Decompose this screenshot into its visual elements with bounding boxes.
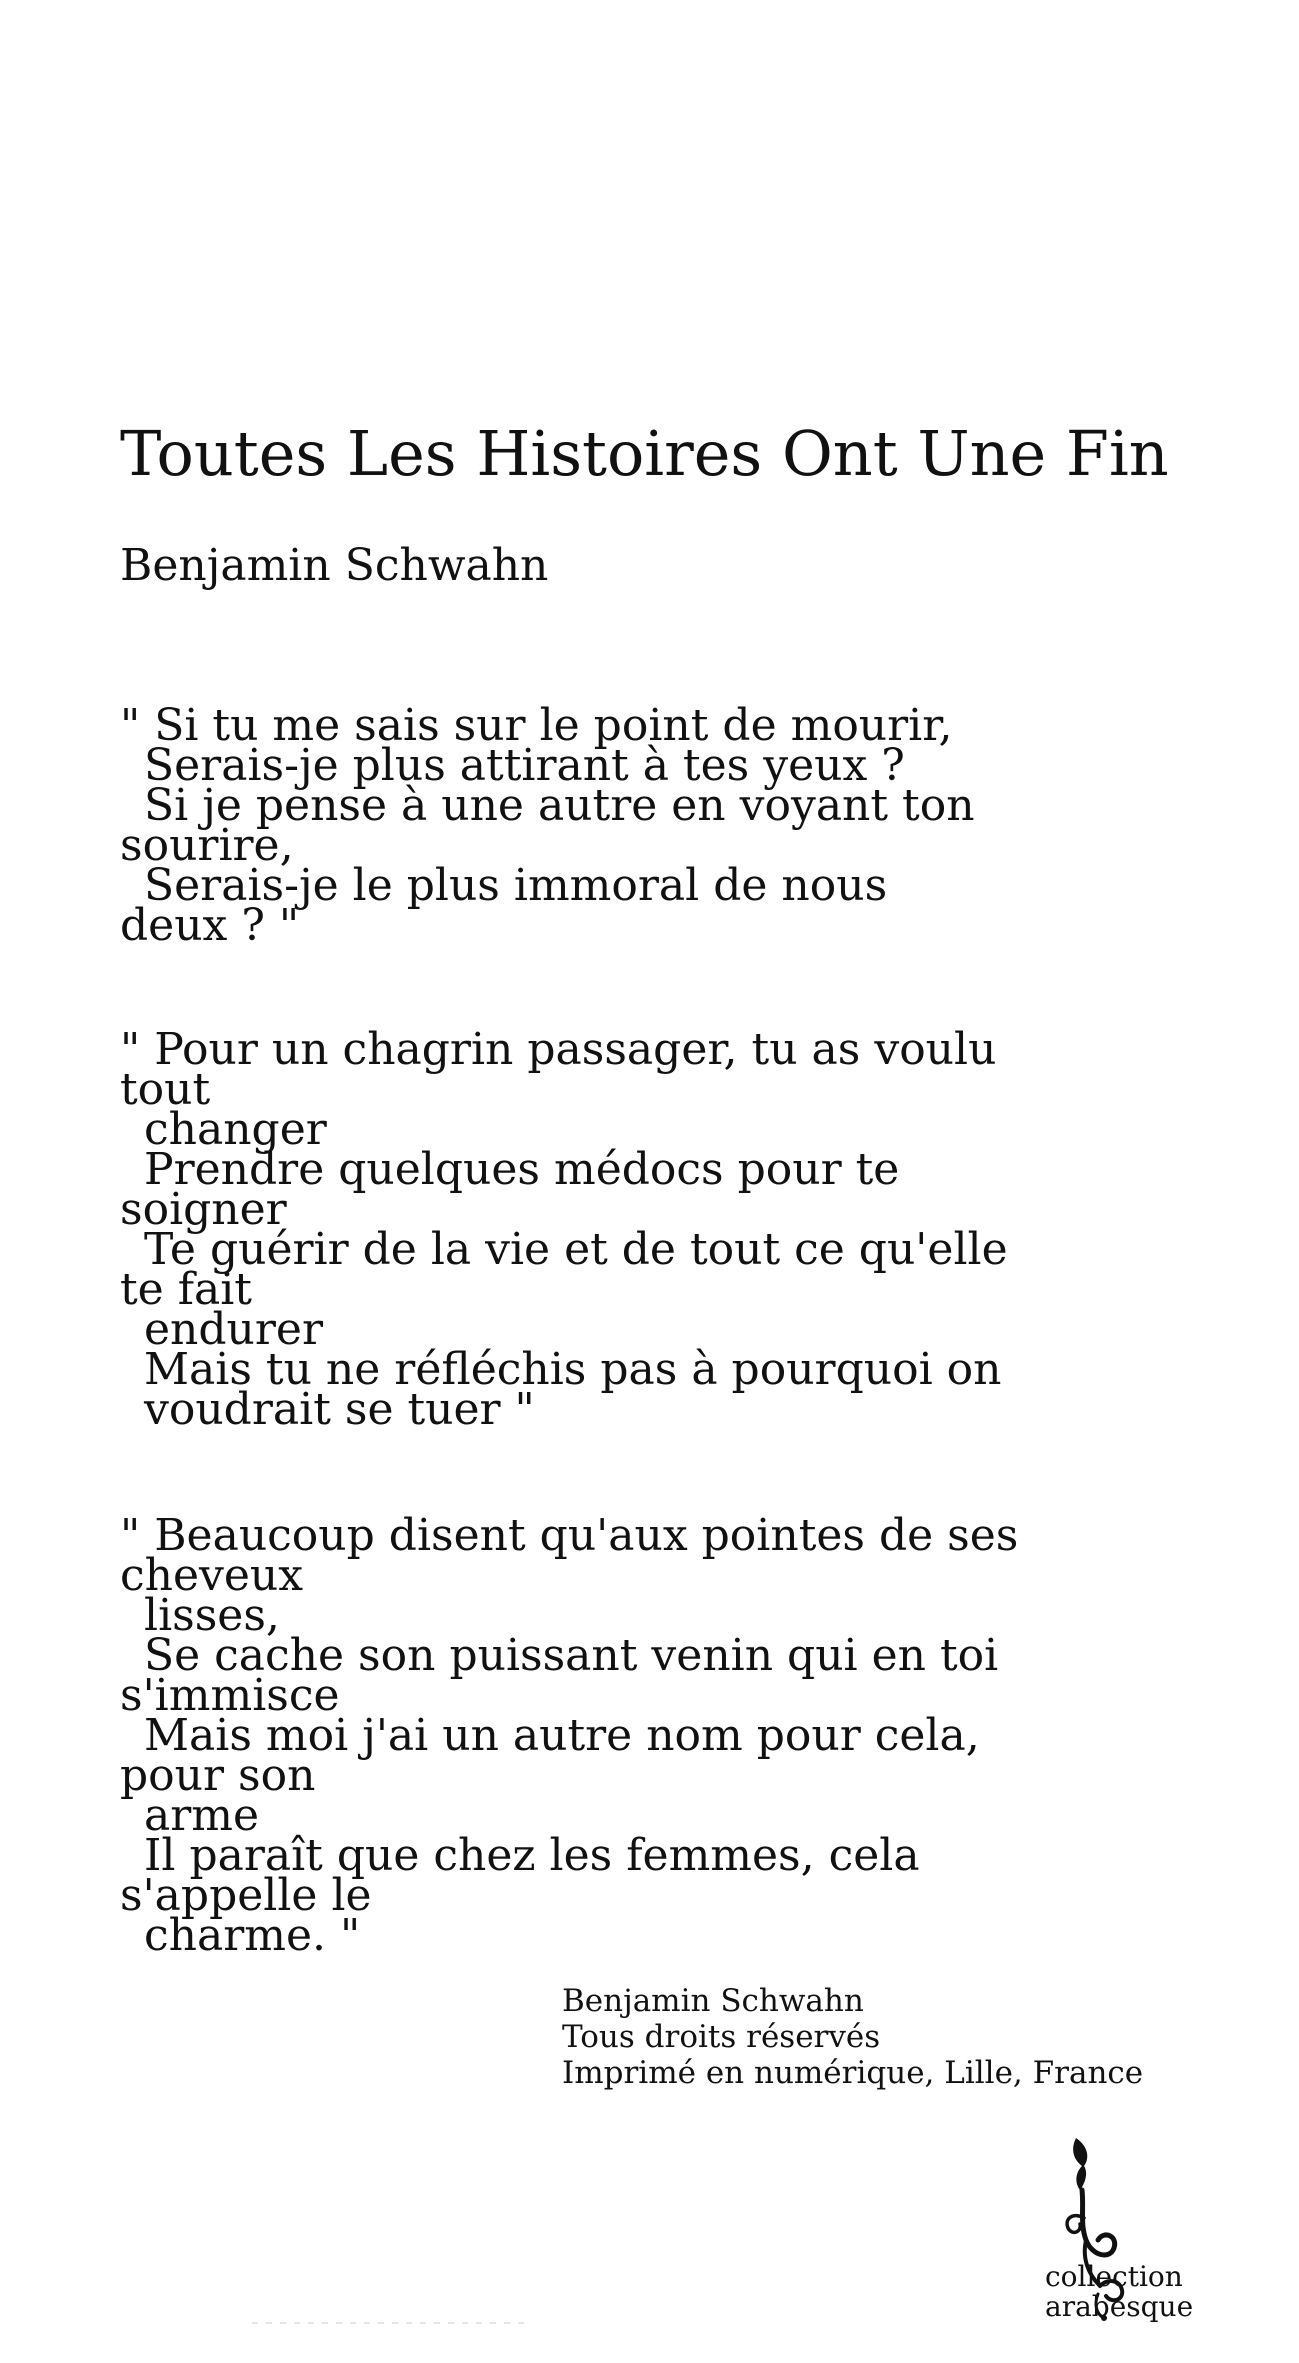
poem-line: deux ? " bbox=[120, 900, 300, 951]
colophon-printing: Imprimé en numérique, Lille, France bbox=[562, 2055, 1144, 2091]
poem-line: Il paraît que chez les femmes, cela bbox=[144, 1830, 920, 1881]
scan-artifact bbox=[252, 2322, 532, 2324]
poem-line: s'immisce bbox=[120, 1670, 340, 1721]
poem-line: changer bbox=[144, 1104, 327, 1155]
colophon-author: Benjamin Schwahn bbox=[562, 1983, 864, 2019]
poem-line: Si je pense à une autre en voyant ton bbox=[144, 780, 975, 831]
poem-line: cheveux bbox=[120, 1550, 304, 1601]
poem-line: te fait bbox=[120, 1264, 252, 1315]
poem-line: pour son bbox=[120, 1750, 316, 1801]
poem-stanza-2 bbox=[120, 1024, 1008, 1435]
poem-line: " Pour un chagrin passager, tu as voulu bbox=[120, 1024, 997, 1075]
poem-line: " Beaucoup disent qu'aux pointes de ses bbox=[120, 1510, 1019, 1561]
poem-line: Serais-je plus attirant à tes yeux ? bbox=[144, 740, 905, 791]
poem-line: Se cache son puissant venin qui en toi bbox=[144, 1630, 999, 1681]
poem-line: arme bbox=[144, 1790, 260, 1841]
poem-line: sourire, bbox=[120, 820, 294, 871]
poem-line: endurer bbox=[144, 1304, 323, 1355]
colophon-rights: Tous droits réservés bbox=[562, 2019, 881, 2055]
poem-line: voudrait se tuer " bbox=[144, 1384, 535, 1435]
page-title: Toutes Les Histoires Ont Une Fin bbox=[120, 417, 1169, 490]
page-author: Benjamin Schwahn bbox=[120, 540, 549, 591]
colophon bbox=[562, 1983, 1143, 2091]
poem-line: Te guérir de la vie et de tout ce qu'elle bbox=[144, 1224, 1008, 1275]
poem-stanza-3 bbox=[120, 1510, 1019, 1961]
poem-line: Mais moi j'ai un autre nom pour cela, bbox=[144, 1710, 980, 1761]
poem-stanza-1 bbox=[120, 700, 975, 951]
collection-line-2: arabesque bbox=[1045, 2290, 1194, 2323]
collection-name bbox=[1045, 2262, 1193, 2322]
collection-line-1: collection bbox=[1045, 2260, 1183, 2293]
poem-line: lisses, bbox=[144, 1590, 280, 1641]
poem-line: charme. " bbox=[144, 1910, 361, 1961]
poem-line: Serais-je le plus immoral de nous bbox=[144, 860, 888, 911]
poem-line: soigner bbox=[120, 1184, 287, 1235]
poem-line: " Si tu me sais sur le point de mourir, bbox=[120, 700, 953, 751]
poem-line: Prendre quelques médocs pour te bbox=[144, 1144, 900, 1195]
poem-line: tout bbox=[120, 1064, 211, 1115]
poem-line: s'appelle le bbox=[120, 1870, 372, 1921]
poem-line: Mais tu ne réfléchis pas à pourquoi on bbox=[144, 1344, 1002, 1395]
